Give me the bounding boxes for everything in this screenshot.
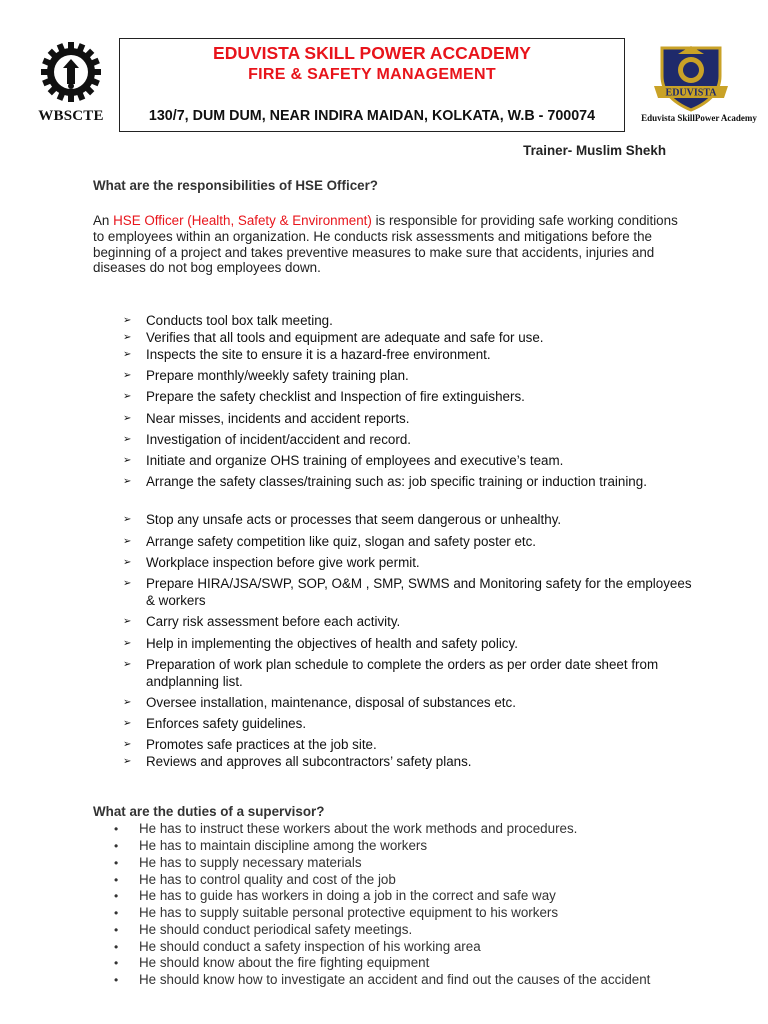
list-item: ➢ Verifies that all tools and equipment are adequate and safe for use. (123, 330, 544, 345)
arrow-bullet-icon: ➢ (123, 536, 132, 547)
list-item: ➢ Preparation of work plan schedule to complete the orders as per order date sheet from andplanning list. (123, 657, 659, 689)
arrow-bullet-icon: ➢ (123, 315, 132, 326)
list-item: ➢ Oversee installation, maintenance, disposal of substances etc. (123, 695, 516, 710)
list-item: ➢ Prepare HIRA/JSA/SWP, SOP, O&M , SMP, SWMS and Monitoring safety for the employees & workers (123, 576, 692, 608)
list-item: ➢ Enforces safety guidelines. (123, 716, 307, 731)
arrow-bullet-icon: ➢ (123, 756, 132, 767)
arrow-bullet-icon: ➢ (123, 578, 132, 589)
list-item: ➢ Initiate and organize OHS training of employees and executive’s team. (123, 453, 564, 468)
hse-officer-highlight: HSE Officer (Health, Safety & Environment) (113, 213, 372, 228)
arrow-bullet-icon: ➢ (123, 349, 132, 360)
list-item: ➢ Investigation of incident/accident and record. (123, 432, 412, 447)
bullet-dot-icon: • (114, 839, 119, 853)
shield-crest-icon (652, 40, 730, 114)
supervisor-heading: What are the duties of a supervisor? (93, 804, 325, 819)
bullet-dot-icon: • (114, 873, 119, 887)
arrow-bullet-icon: ➢ (123, 557, 132, 568)
list-item: ➢ Carry risk assessment before each activity. (123, 614, 401, 629)
bullet-dot-icon: • (114, 973, 119, 987)
list-item: ➢ Help in implementing the objectives of health and safety policy. (123, 636, 518, 651)
trainer-name: Trainer- Muslim Shekh (523, 143, 666, 158)
gear-emblem-icon (39, 40, 103, 104)
eduvista-caption: Eduvista SkillPower Academy (641, 113, 757, 123)
list-item: • He has to supply suitable personal protective equipment to his workers (114, 905, 559, 920)
list-item: ➢ Near misses, incidents and accident reports. (123, 411, 410, 426)
list-item: ➢ Conducts tool box talk meeting. (123, 313, 333, 328)
list-item: • He should know about the fire fighting equipment (114, 955, 430, 970)
wbscte-logo (30, 40, 112, 140)
arrow-bullet-icon: ➢ (123, 697, 132, 708)
list-item: • He has to control quality and cost of the job (114, 872, 396, 887)
arrow-bullet-icon: ➢ (123, 391, 132, 402)
bullet-dot-icon: • (114, 856, 119, 870)
eduvista-logo (636, 40, 762, 130)
list-item: • He has to maintain discipline among the workers (114, 838, 428, 853)
arrow-bullet-icon: ➢ (123, 332, 132, 343)
list-item: • He should conduct periodical safety meetings. (114, 922, 413, 937)
arrow-bullet-icon: ➢ (123, 455, 132, 466)
arrow-bullet-icon: ➢ (123, 638, 132, 649)
hse-intro-paragraph: An HSE Officer (Health, Safety & Environment) is responsible for providing safe working conditions to employees within an organization. He conducts risk assessments and mitigations before the beginning of a project and takes preventive measures to make sure that accidents, injuries and diseases do not bog employees down. (93, 213, 678, 276)
bullet-dot-icon: • (114, 940, 119, 954)
bullet-dot-icon: • (114, 889, 119, 903)
arrow-bullet-icon: ➢ (123, 434, 132, 445)
bullet-dot-icon: • (114, 906, 119, 920)
list-item: • He has to guide has workers in doing a job in the correct and safe way (114, 888, 556, 903)
list-item: ➢ Inspects the site to ensure it is a hazard-free environment. (123, 347, 491, 362)
course-subtitle: FIRE & SAFETY MANAGEMENT (248, 66, 496, 83)
academy-title: EDUVISTA SKILL POWER ACCADEMY (213, 43, 531, 63)
list-item: ➢ Arrange the safety classes/training such as: job specific training or induction training. (123, 474, 647, 489)
list-item: ➢ Prepare the safety checklist and Inspection of fire extinguishers. (123, 389, 525, 404)
arrow-bullet-icon: ➢ (123, 718, 132, 729)
list-item: ➢ Stop any unsafe acts or processes that seem dangerous or unhealthy. (123, 512, 562, 527)
list-item: ➢ Reviews and approves all subcontractors’ safety plans. (123, 754, 472, 769)
bullet-dot-icon: • (114, 956, 119, 970)
arrow-bullet-icon: ➢ (123, 370, 132, 381)
arrow-bullet-icon: ➢ (123, 413, 132, 424)
wbscte-label: WBSCTE (38, 108, 104, 124)
hse-heading: What are the responsibilities of HSE Officer? (93, 178, 378, 193)
arrow-bullet-icon: ➢ (123, 616, 132, 627)
list-item: • He has to instruct these workers about the work methods and procedures. (114, 821, 578, 836)
bullet-dot-icon: • (114, 822, 119, 836)
eduvista-banner-text: EDUVISTA (665, 87, 717, 99)
arrow-bullet-icon: ➢ (123, 476, 132, 487)
bullet-dot-icon: • (114, 923, 119, 937)
list-item: • He has to supply necessary materials (114, 855, 362, 870)
arrow-bullet-icon: ➢ (123, 659, 132, 670)
list-item: ➢ Promotes safe practices at the job site. (123, 737, 377, 752)
header-box (119, 38, 625, 132)
list-item: ➢ Arrange safety competition like quiz, slogan and safety poster etc. (123, 534, 537, 549)
list-item: • He should conduct a safety inspection of his working area (114, 939, 481, 954)
list-item: ➢ Prepare monthly/weekly safety training plan. (123, 368, 409, 383)
arrow-bullet-icon: ➢ (123, 739, 132, 750)
arrow-bullet-icon: ➢ (123, 514, 132, 525)
academy-address: 130/7, DUM DUM, NEAR INDIRA MAIDAN, KOLKATA, W.B - 700074 (148, 108, 596, 124)
list-item: ➢ Workplace inspection before give work permit. (123, 555, 420, 570)
list-item: • He should know how to investigate an accident and find out the causes of the accident (114, 972, 651, 987)
